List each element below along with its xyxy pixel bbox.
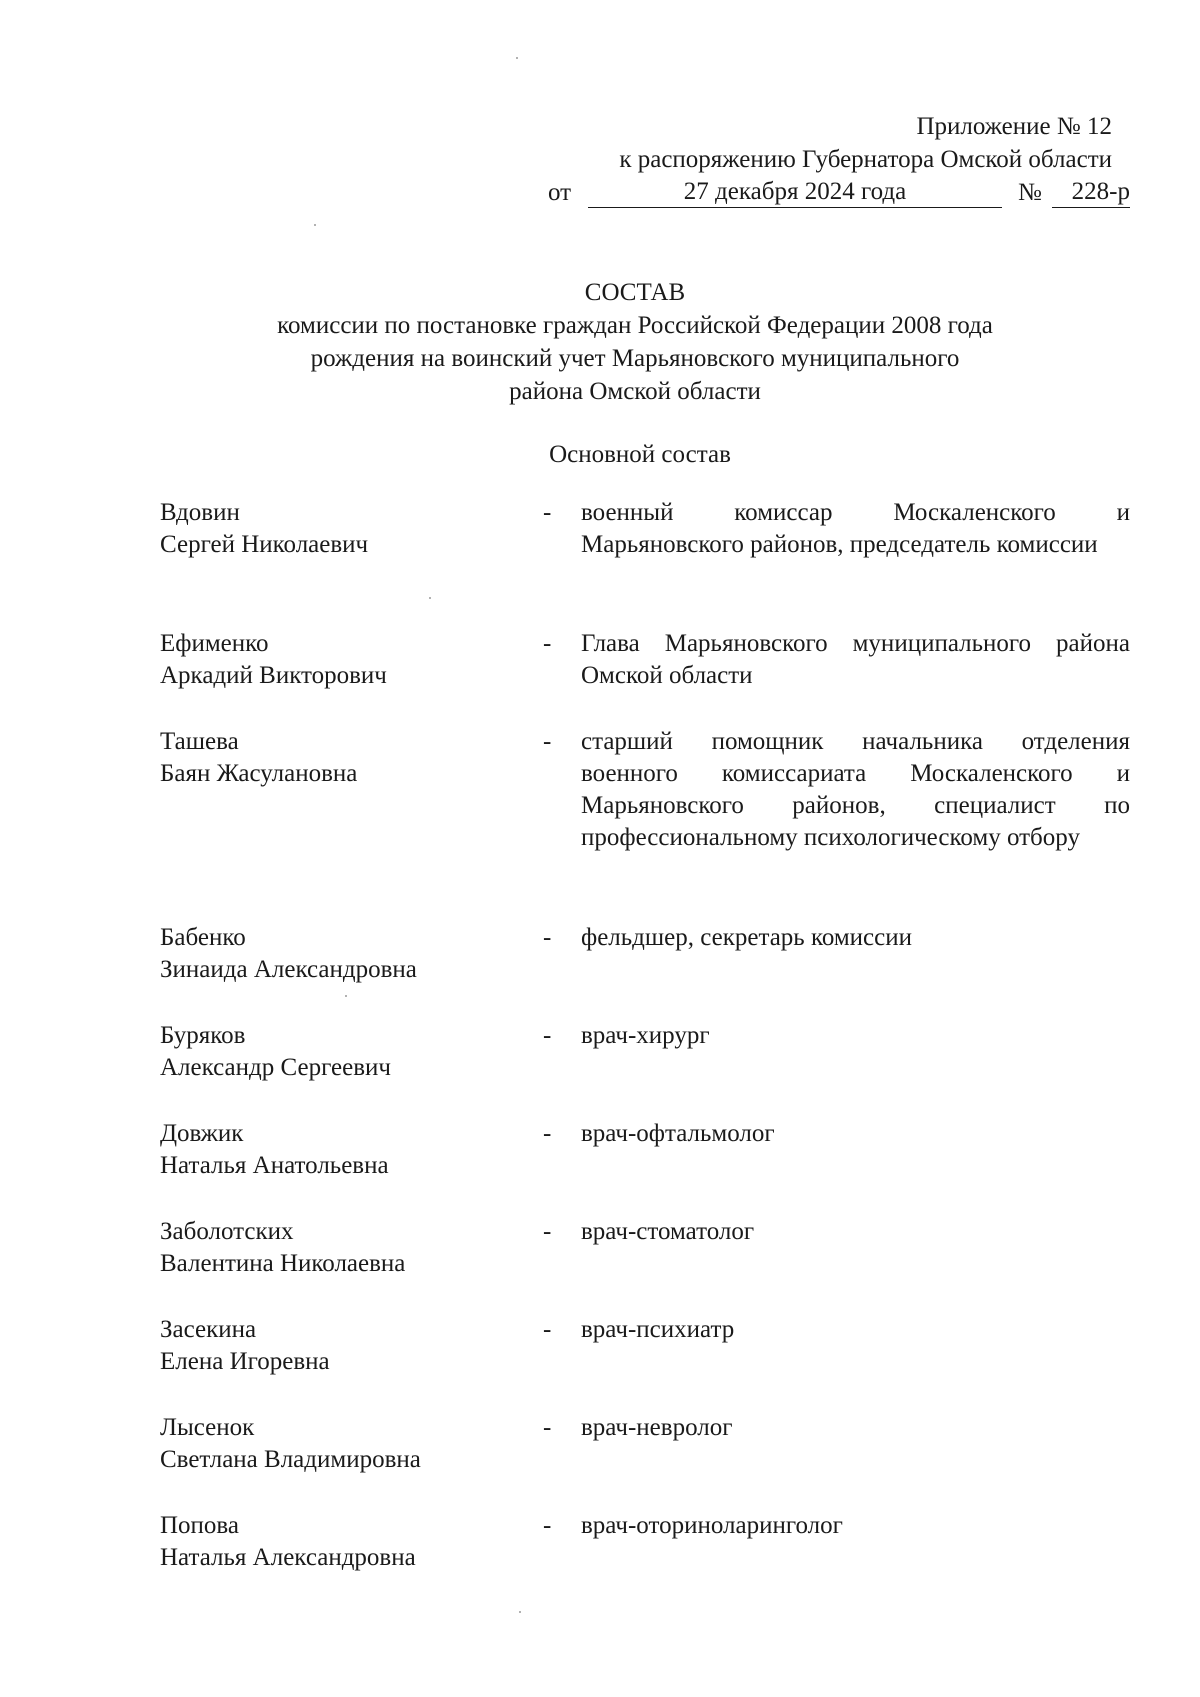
member-role: врач-невролог [581, 1414, 733, 1441]
member-name [160, 1314, 540, 1378]
member-role: врач-офтальмолог [581, 1120, 775, 1147]
member-role: врач-психиатр [581, 1316, 735, 1343]
member-given-names: Валентина Николаевна [160, 1250, 406, 1277]
member-name [160, 1118, 540, 1182]
member-dash: - [543, 499, 552, 526]
member-row [160, 628, 1130, 726]
member-row [160, 1118, 1130, 1216]
member-dash: - [543, 1512, 552, 1539]
member-role: военный комиссар Москаленского и Марьяновского районов, председатель комиссии [581, 499, 1130, 558]
member-surname: Ефименко [160, 630, 269, 657]
member-row [160, 1216, 1130, 1314]
member-name [160, 1412, 540, 1476]
member-name [160, 726, 540, 790]
member-dash: - [543, 630, 552, 657]
member-given-names: Аркадий Викторович [160, 662, 387, 689]
section-title: Основной состав [549, 441, 731, 468]
member-given-names: Наталья Александровна [160, 1544, 416, 1571]
member-dash: - [543, 1022, 552, 1049]
member-row [160, 497, 1130, 628]
annex-header [548, 111, 1130, 210]
annex-date-line [548, 177, 1130, 210]
member-name [160, 628, 540, 692]
member-row [160, 1020, 1130, 1118]
member-given-names: Светлана Владимировна [160, 1446, 421, 1473]
member-surname: Бабенко [160, 924, 246, 951]
member-given-names: Наталья Анатольевна [160, 1152, 389, 1179]
member-role: старший помощник начальника отделения военного комиссариата Москаленского и Марьяновского районов, специалист по профессиональному психологическому отбору [581, 728, 1130, 851]
member-dash: - [543, 728, 552, 755]
member-role: фельдшер, секретарь комиссии [581, 924, 913, 951]
member-row [160, 1412, 1130, 1510]
date-prefix: от [548, 179, 572, 206]
document-subtitle-line: района Омской области [509, 378, 761, 405]
member-role: Глава Марьяновского муниципального района Омской области [581, 630, 1130, 689]
member-given-names: Елена Игоревна [160, 1348, 330, 1375]
member-dash: - [543, 1120, 552, 1147]
member-row [160, 922, 1130, 1020]
member-dash: - [543, 1414, 552, 1441]
member-dash: - [543, 1316, 552, 1343]
members-list [160, 497, 1130, 1576]
member-role: врач-хирург [581, 1022, 710, 1049]
member-row [160, 1510, 1130, 1576]
number-prefix: № [1018, 179, 1042, 206]
order-number: 228-р [1052, 177, 1130, 208]
member-row [160, 1314, 1130, 1412]
member-name [160, 1216, 540, 1280]
member-surname: Вдовин [160, 499, 240, 526]
document-title-block [0, 277, 1200, 409]
scan-speck [314, 224, 316, 226]
member-name [160, 1510, 540, 1574]
document-subtitle-line: комиссии по постановке граждан Российской Федерации 2008 года [277, 312, 993, 339]
member-surname: Засекина [160, 1316, 257, 1343]
member-surname: Довжик [160, 1120, 244, 1147]
scan-speck [519, 1611, 521, 1613]
member-given-names: Александр Сергеевич [160, 1054, 391, 1081]
member-role: врач-оториноларинголог [581, 1512, 843, 1539]
member-surname: Буряков [160, 1022, 246, 1049]
annex-title: Приложение № 12 [916, 113, 1112, 140]
order-date: 27 декабря 2024 года [588, 177, 1002, 208]
document-subtitle-line: рождения на воинский учет Марьяновского муниципального [310, 345, 960, 372]
member-name [160, 497, 540, 561]
scan-speck [516, 57, 518, 59]
member-row [160, 726, 1130, 922]
member-given-names: Зинаида Александровна [160, 956, 417, 983]
member-surname: Лысенок [160, 1414, 255, 1441]
member-given-names: Баян Жасулановна [160, 760, 358, 787]
member-name [160, 922, 540, 986]
member-dash: - [543, 924, 552, 951]
member-surname: Ташева [160, 728, 239, 755]
annex-reference: к распоряжению Губернатора Омской области [619, 146, 1112, 173]
member-name [160, 1020, 540, 1084]
member-surname: Заболотских [160, 1218, 294, 1245]
member-surname: Попова [160, 1512, 240, 1539]
member-dash: - [543, 1218, 552, 1245]
member-given-names: Сергей Николаевич [160, 531, 369, 558]
document-title: СОСТАВ [584, 279, 686, 306]
member-role: врач-стоматолог [581, 1218, 755, 1245]
